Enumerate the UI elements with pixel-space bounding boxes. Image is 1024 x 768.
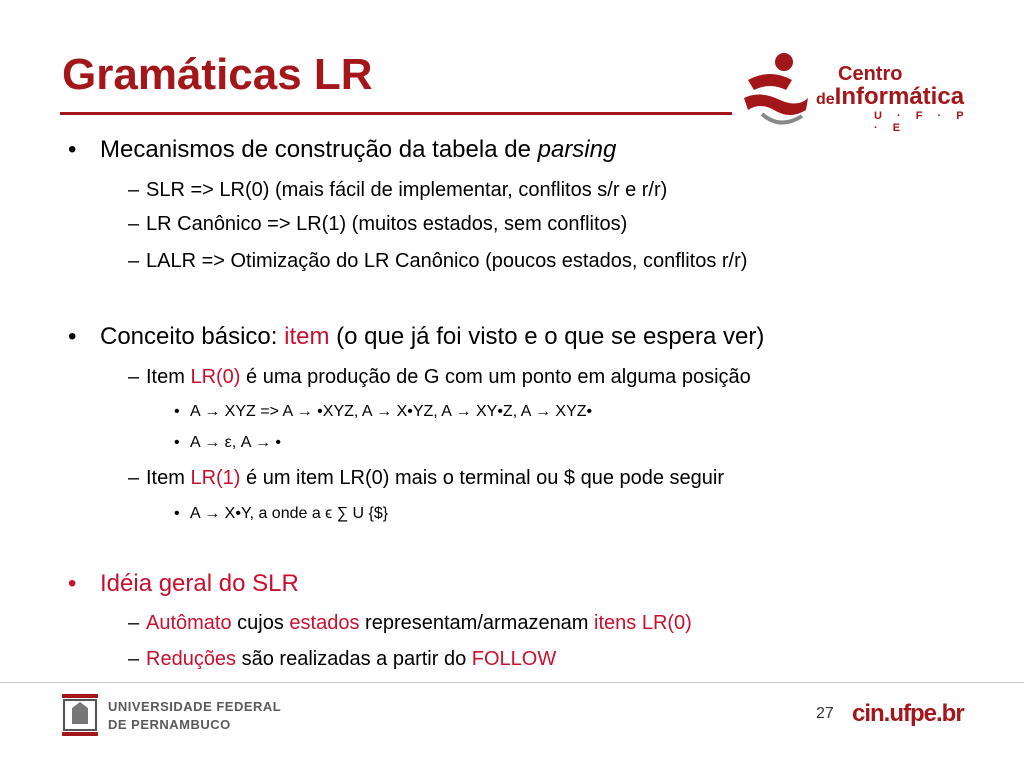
sub-marker: –	[128, 467, 140, 489]
highlight-follow: FOLLOW	[471, 648, 557, 670]
sub-item-lr0	[146, 366, 751, 389]
highlight-automato: Autômato	[146, 612, 232, 634]
site-url[interactable]: cin.ufpe.br	[852, 700, 964, 727]
centro-informatica-logo	[740, 50, 970, 134]
sub-item-lalr: LALR => Otimização do LR Canônico (poucos estados, conflitos r/r)	[146, 250, 748, 272]
bullet-mechanisms	[100, 136, 616, 164]
highlight-estados: estados	[289, 612, 360, 634]
cin-logo-inf: Informática	[834, 83, 965, 110]
sub-sub-marker: •	[174, 505, 180, 522]
sub-text: cujos	[231, 612, 290, 634]
sub-marker: –	[128, 366, 140, 388]
highlight-lr0: LR(0)	[190, 366, 241, 388]
bullet-marker: •	[68, 136, 77, 163]
highlight-item: item	[284, 323, 330, 350]
cin-logo-informatica	[816, 84, 970, 110]
ufpe-crest-icon	[58, 690, 102, 740]
example-item-lookahead: A → X•Y, a onde a ϵ ∑ U {$}	[190, 505, 389, 522]
sub-text: Item	[146, 366, 191, 388]
highlight-itens: itens LR(0)	[594, 612, 692, 634]
bullet-slr-idea: Idéia geral do SLR	[100, 570, 299, 597]
sub-marker: –	[128, 213, 140, 235]
footer-divider	[0, 682, 1024, 683]
sub-marker: –	[128, 612, 140, 634]
sub-text: Item	[146, 467, 191, 489]
bullet-marker: •	[68, 323, 77, 350]
sub-sub-marker: •	[174, 403, 180, 420]
sub-item-automaton	[146, 612, 692, 635]
cin-logo-ufpe: U · F · P · E	[874, 110, 970, 134]
university-name	[108, 698, 281, 734]
sub-marker: –	[128, 250, 140, 272]
sub-text: são realizadas a partir do	[236, 648, 472, 670]
bullet-text: Conceito básico:	[100, 323, 285, 350]
example-item-xyz: A → XYZ => A → •XYZ, A → X•YZ, A → XY•Z, A → XYZ•	[190, 403, 593, 420]
bullet-marker: •	[68, 570, 77, 597]
cin-logo-centro: Centro	[838, 63, 903, 85]
bullet-text: Mecanismos de construção da tabela de	[100, 136, 538, 163]
example-item-epsilon: A → ε, A → •	[190, 434, 281, 451]
sub-sub-marker: •	[174, 434, 180, 451]
bullet-text: (o que já foi visto e o que se espera ver)	[329, 323, 765, 350]
highlight-reducoes: Reduções	[146, 648, 237, 670]
sub-item-slr: SLR => LR(0) (mais fácil de implementar, conflitos s/r e r/r)	[146, 179, 668, 201]
sub-item-lr-canonico: LR Canônico => LR(1) (muitos estados, sem conflitos)	[146, 213, 628, 235]
bullet-concept	[100, 323, 764, 351]
cin-logo-mark-icon	[740, 50, 812, 130]
university-line-1: UNIVERSIDADE FEDERAL	[108, 699, 282, 714]
sub-text: é um item LR(0) mais o terminal ou $ que pode seguir	[240, 467, 725, 489]
sub-marker: –	[128, 648, 140, 670]
sub-marker: –	[128, 179, 140, 201]
cin-logo-text	[816, 64, 970, 134]
university-line-2: DE PERNAMBUCO	[108, 717, 231, 732]
cin-logo-de: de	[816, 91, 835, 108]
highlight-lr1: LR(1)	[190, 467, 241, 489]
sub-item-lr1	[146, 467, 724, 490]
sub-item-reductions	[146, 648, 556, 671]
page-number: 27	[816, 705, 834, 722]
sub-text: é uma produção de G com um ponto em alguma posição	[240, 366, 751, 388]
bullet-emphasis: parsing	[537, 136, 617, 163]
title-underline	[60, 112, 732, 115]
slide-title: Gramáticas LR	[62, 50, 373, 99]
sub-text: representam/armazenam	[359, 612, 595, 634]
